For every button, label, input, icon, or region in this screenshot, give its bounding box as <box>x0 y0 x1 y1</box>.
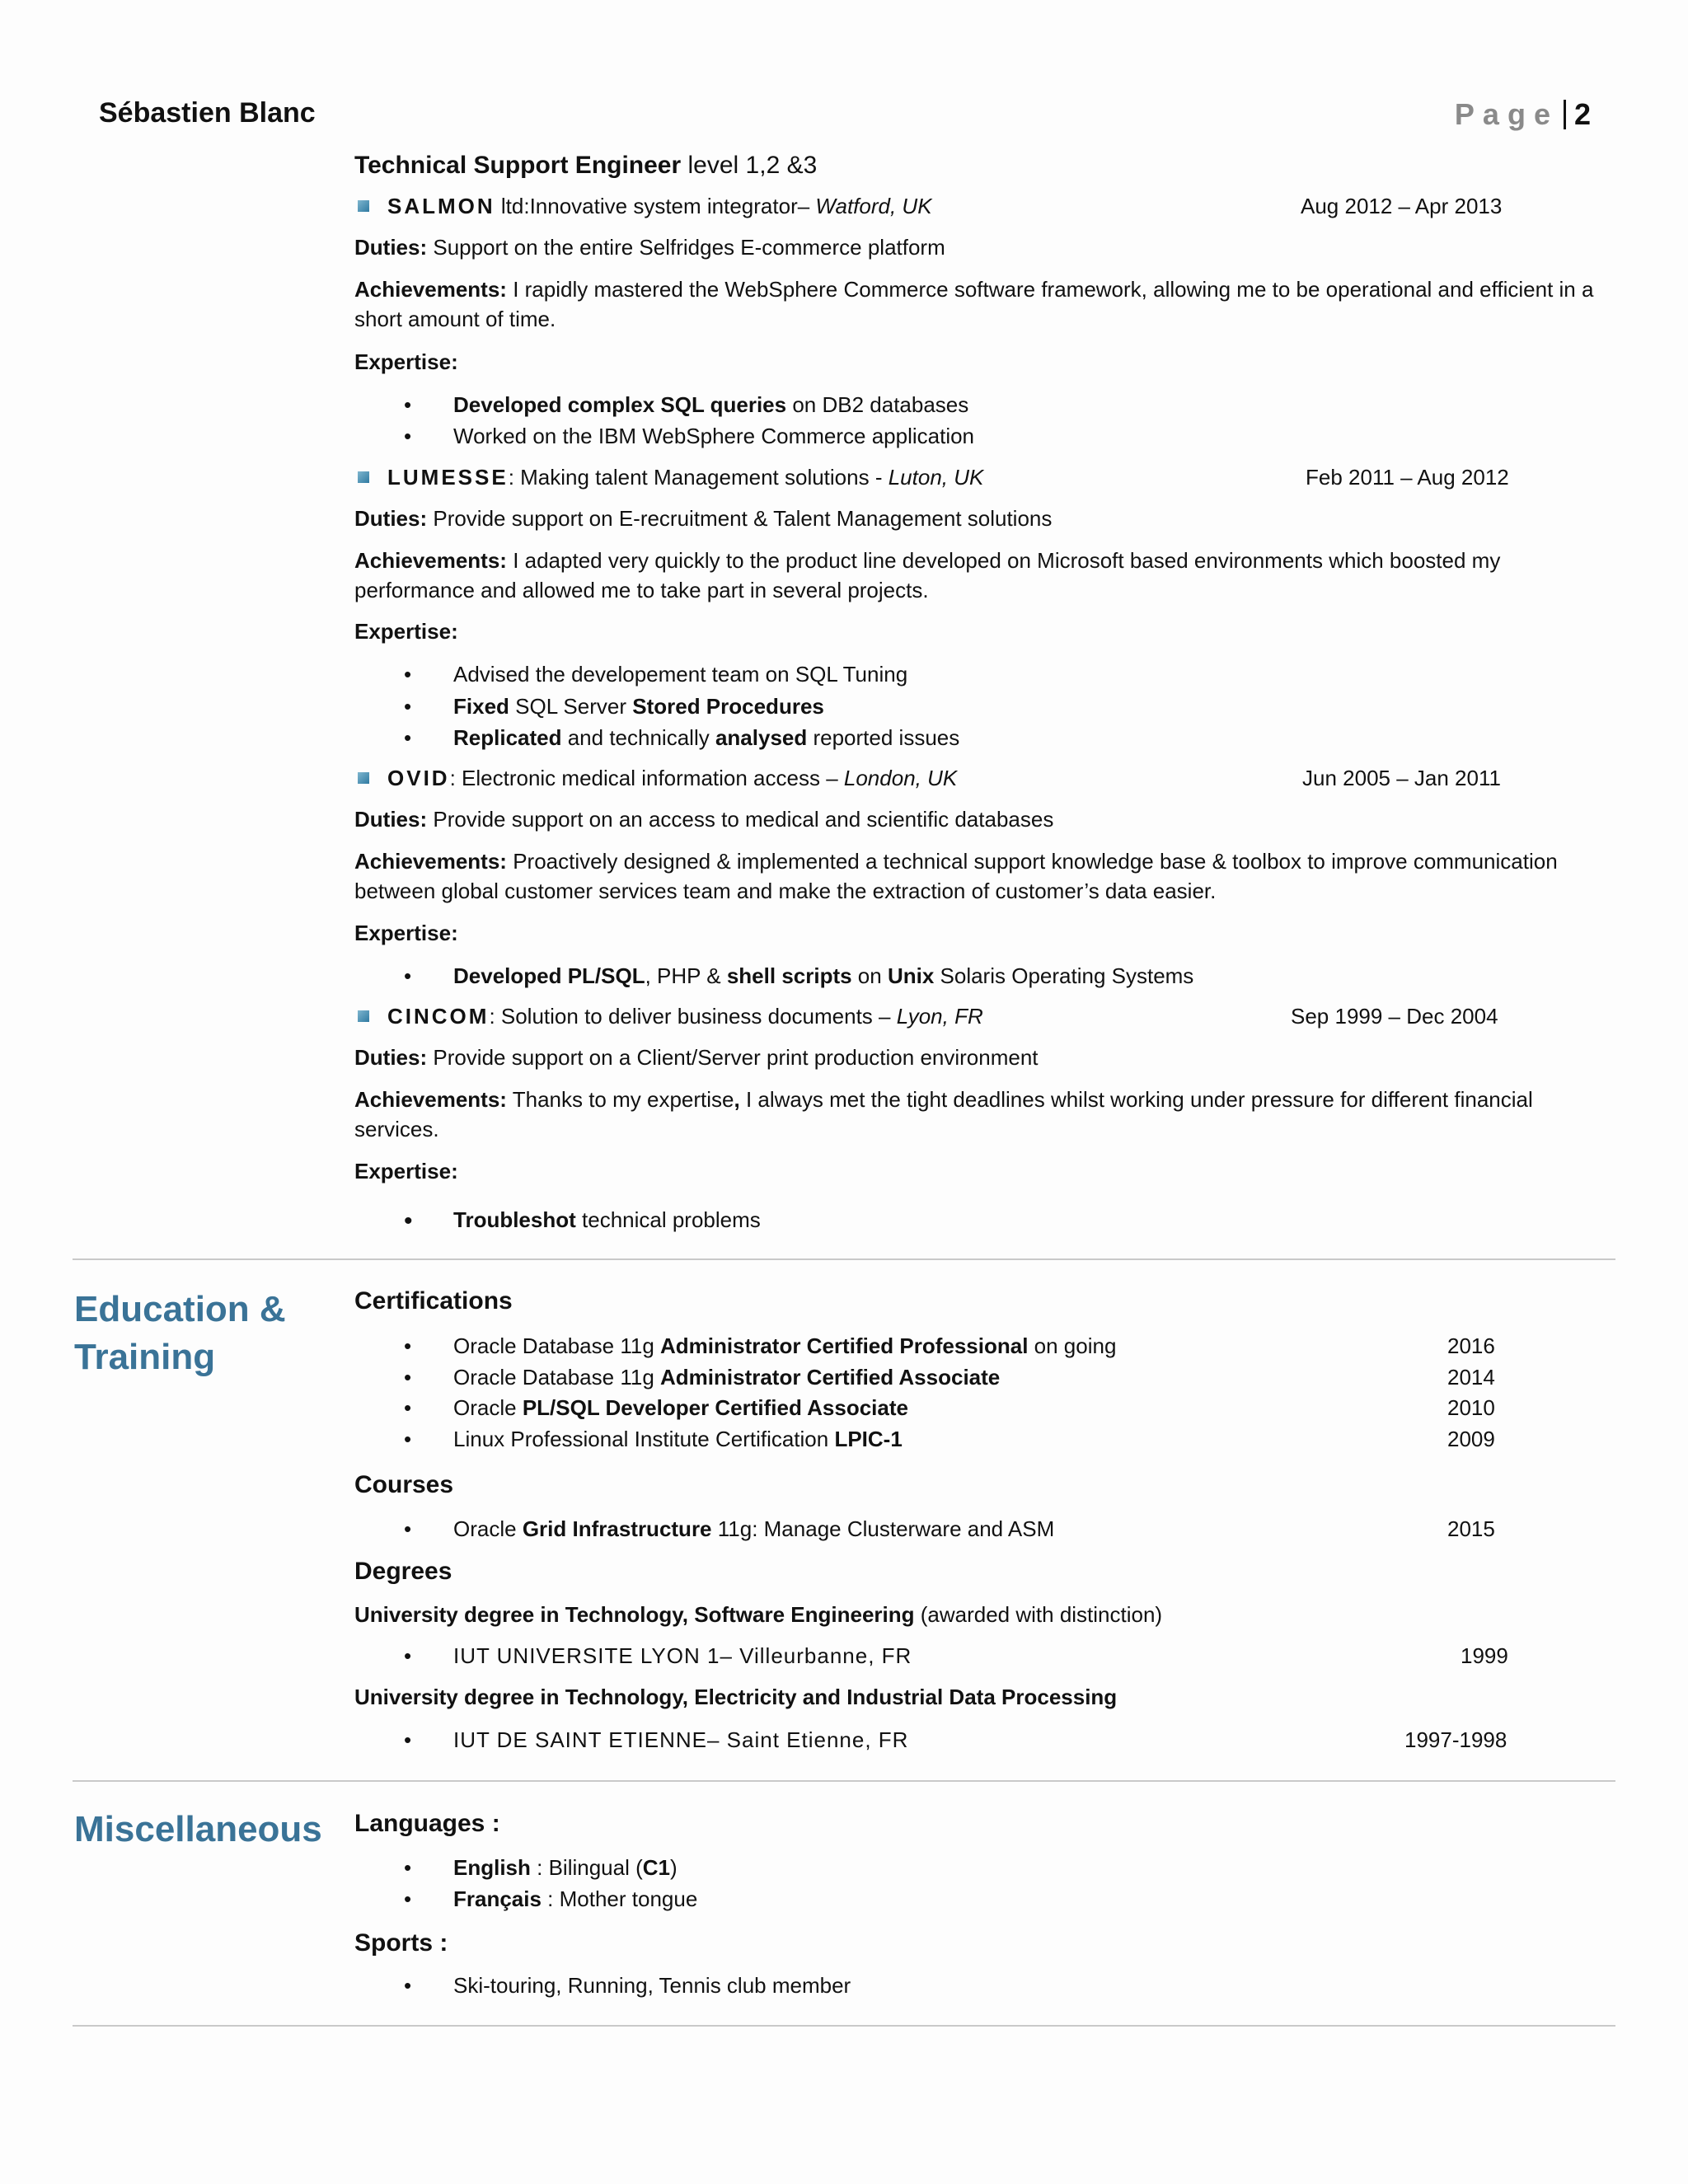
list-item: • Oracle PL/SQL Developer Certified Associate <box>404 1395 908 1421</box>
list-item: • Troubleshot technical problems <box>404 1207 761 1233</box>
year: 2016 <box>1447 1333 1495 1358</box>
company-line-lumesse: LUMESSE: Making talent Management solutions - Luton, UK <box>354 465 983 490</box>
sports-heading: Sports : <box>354 1929 448 1957</box>
list-item: • Developed PL/SQL, PHP & shell scripts on Unix Solaris Operating Systems <box>404 963 1193 989</box>
page-word: Page <box>1454 97 1559 131</box>
section-title-education: Education & Training <box>74 1289 286 1377</box>
list-item: • Replicated and technically analysed reported issues <box>404 725 959 751</box>
job-dates: Sep 1999 – Dec 2004 <box>1291 1004 1498 1029</box>
header-name: Sébastien Blanc <box>99 97 316 129</box>
list-item: • Linux Professional Institute Certification LPIC-1 <box>404 1427 903 1452</box>
certifications-heading: Certifications <box>354 1287 513 1315</box>
expertise-label: Expertise: <box>354 349 458 374</box>
job-title: Technical Support Engineer level 1,2 &3 <box>354 152 818 179</box>
section-title-miscellaneous: Miscellaneous <box>74 1809 322 1849</box>
list-item: • Oracle Database 11g Administrator Certified Professional on going <box>404 1333 1116 1359</box>
achievements: Achievements: Proactively designed & implemented a technical support knowledge base & toolbox to improve communication between global customer services team and make the extraction of customer’s data easier. <box>354 849 1558 903</box>
list-item: • Worked on the IBM WebSphere Commerce application <box>404 424 974 449</box>
job-dates: Jun 2005 – Jan 2011 <box>1302 766 1501 790</box>
year: 2010 <box>1447 1395 1495 1420</box>
year: 1997-1998 <box>1404 1727 1507 1752</box>
duties: Duties: Provide support on a Client/Server print production environment <box>354 1045 1039 1070</box>
languages-heading: Languages : <box>354 1810 500 1837</box>
expertise-label: Expertise: <box>354 619 458 644</box>
job-dates: Aug 2012 – Apr 2013 <box>1301 194 1503 218</box>
list-item: • Developed complex SQL queries on DB2 databases <box>404 392 968 418</box>
section-divider <box>73 2025 1615 2027</box>
achievements: Achievements: Thanks to my expertise, I always met the tight deadlines whilst working under pressure for different financial services. <box>354 1087 1533 1141</box>
duties: Duties: Provide support on E-recruitment & Talent Management solutions <box>354 506 1053 531</box>
achievements: Achievements: I adapted very quickly to the product line developed on Microsoft based environments which boosted my performance and allowed me to take part in several projects. <box>354 548 1501 602</box>
misc-section <box>354 0 1595 2184</box>
list-item: • Advised the developement team on SQL Tuning <box>404 662 907 687</box>
achievements: Achievements: I rapidly mastered the WebSphere Commerce software framework, allowing me to be operational and efficient in a short amount of time. <box>354 277 1594 331</box>
list-item: • IUT DE SAINT ETIENNE– Saint Etienne, FR <box>404 1727 908 1753</box>
list-item: • IUT UNIVERSITE LYON 1– Villeurbanne, FR <box>404 1643 912 1669</box>
list-item: • Fixed SQL Server Stored Procedures <box>404 694 824 719</box>
year: 2009 <box>1447 1427 1495 1451</box>
page-number-value: 2 <box>1573 97 1591 131</box>
degree-title: University degree in Technology, Software Engineering (awarded with distinction) <box>354 1602 1163 1627</box>
duties: Duties: Support on the entire Selfridges E-commerce platform <box>354 235 945 260</box>
list-item: • Oracle Database 11g Administrator Certified Associate <box>404 1365 1000 1390</box>
list-item: • Ski-touring, Running, Tennis club member <box>404 1973 851 1999</box>
company-line-ovid: OVID: Electronic medical information access – London, UK <box>354 766 957 791</box>
expertise-label: Expertise: <box>354 1159 458 1183</box>
degree-title: University degree in Technology, Electricity and Industrial Data Processing <box>354 1685 1118 1709</box>
year: 2014 <box>1447 1365 1495 1390</box>
company-line-cincom: CINCOM: Solution to deliver business documents – Lyon, FR <box>354 1004 983 1029</box>
list-item: • English : Bilingual (C1) <box>404 1855 678 1881</box>
list-item: • Français : Mother tongue <box>404 1886 697 1912</box>
expertise-label: Expertise: <box>354 921 458 945</box>
year: 2015 <box>1447 1516 1495 1541</box>
list-item: • Oracle Grid Infrastructure 11g: Manage Clusterware and ASM <box>404 1516 1054 1542</box>
job-dates: Feb 2011 – Aug 2012 <box>1306 465 1509 490</box>
courses-heading: Courses <box>354 1471 454 1498</box>
duties: Duties: Provide support on an access to medical and scientific databases <box>354 807 1054 832</box>
year: 1999 <box>1461 1643 1508 1668</box>
degrees-heading: Degrees <box>354 1558 452 1585</box>
company-line-salmon: SALMON ltd:Innovative system integrator– Watford, UK <box>354 194 932 219</box>
